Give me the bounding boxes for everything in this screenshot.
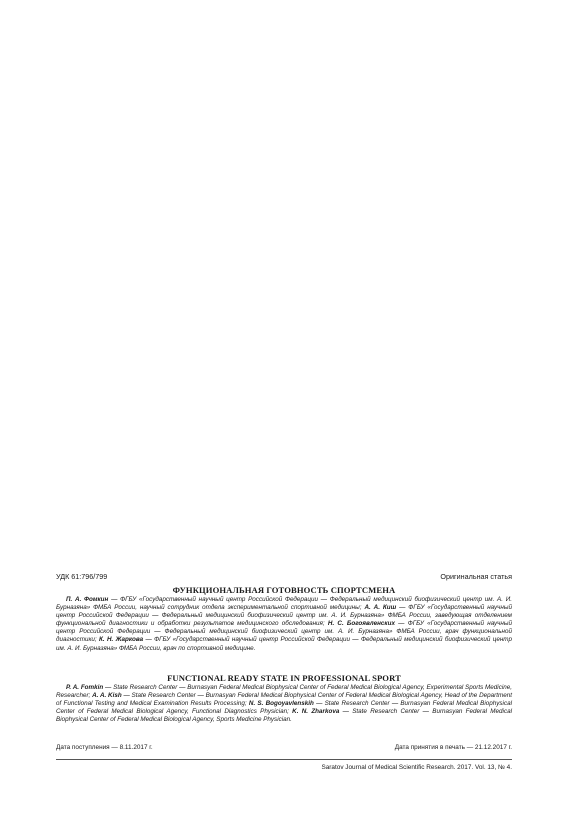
title-english: FUNCTIONAL READY STATE IN PROFESSIONAL SPORT [167,673,401,683]
footer-divider [56,759,512,760]
author-name: Н. С. Богоявленских [327,620,395,628]
author-name: A. A. Kish [92,692,122,700]
author-affiliation: — State Research Center — Burnasyan Federal Medical Biophysical Center of Federal Medical Biological Agency, Sports Medicine Physician. [56,708,512,724]
author-affiliation: — State Research Center — Burnasyan Federal Medical Biophysical Center of Federal Medical Biological Agency, Functional Diagnostics Physician; [56,700,512,716]
article-type: Оригинальная статья [440,572,512,581]
journal-footer: Saratov Journal of Medical Scientific Research. 2017. Vol. 13, № 4. [321,764,512,771]
author-affiliation: — State Research Center — Burnasyan Federal Medical Biophysical Center of Federal Medical Biological Agency, Head of the Department of Functional Testing and Medical Examination Results Processing; [56,692,512,708]
date-received: Дата поступления — 8.11.2017 г. [56,744,153,751]
author-affiliation: — State Research Center — Burnasyan Federal Medical Biophysical Center of Federal Medical Biological Agency, Experimental Sports Medicine, Researcher; [56,684,512,700]
author-name: K. N. Zharkova [292,708,340,716]
author-name: P. A. Fomkin [66,684,104,691]
udk-code: УДК 61:796/799 [56,572,108,581]
author-affiliation: — ФГБУ «Государственный научный центр Российской Федерации — Федеральный медицинский биофизический центр им. А. И. Бурназяна» ФМБА России, заведующая отделением функциональной диагностики и обработки результатов медицинского обследования; [56,604,512,628]
author-name: N. S. Bogoyavlenskih [248,700,314,708]
author-name: А. А. Киш [364,604,397,612]
author-name: П. А. Фомкин [66,596,109,603]
authors-russian [56,596,512,653]
author-affiliation: — ФГБУ «Государственный научный центр Российской Федерации — Федеральный медицинский биофизический центр им. А. И. Бурназяна» ФМБА России, врач по спортивной медицине. [56,636,512,652]
author-affiliation: — ФГБУ «Государственный научный центр Российской Федерации — Федеральный медицинский биофизический центр им. А. И. Бурназяна» ФМБА России, врач функциональной диагностики; [56,620,512,644]
authors-english [56,684,512,724]
article-header [56,572,512,581]
title-russian: ФУНКЦИОНАЛЬНАЯ ГОТОВНОСТЬ СПОРТСМЕНА [172,585,396,595]
author-name: К. Н. Жаркова [99,636,144,644]
dates-row [56,744,512,751]
date-accepted: Дата принятия в печать — 21.12.2017 г. [394,744,512,751]
author-affiliation: — ФГБУ «Государственный научный центр Российской Федерации — Федеральный медицинский биофизический центр им. А. И. Бурназяна» ФМБА России, научный сотрудник отдела экспериментальной спортивной медицины; [56,596,513,612]
